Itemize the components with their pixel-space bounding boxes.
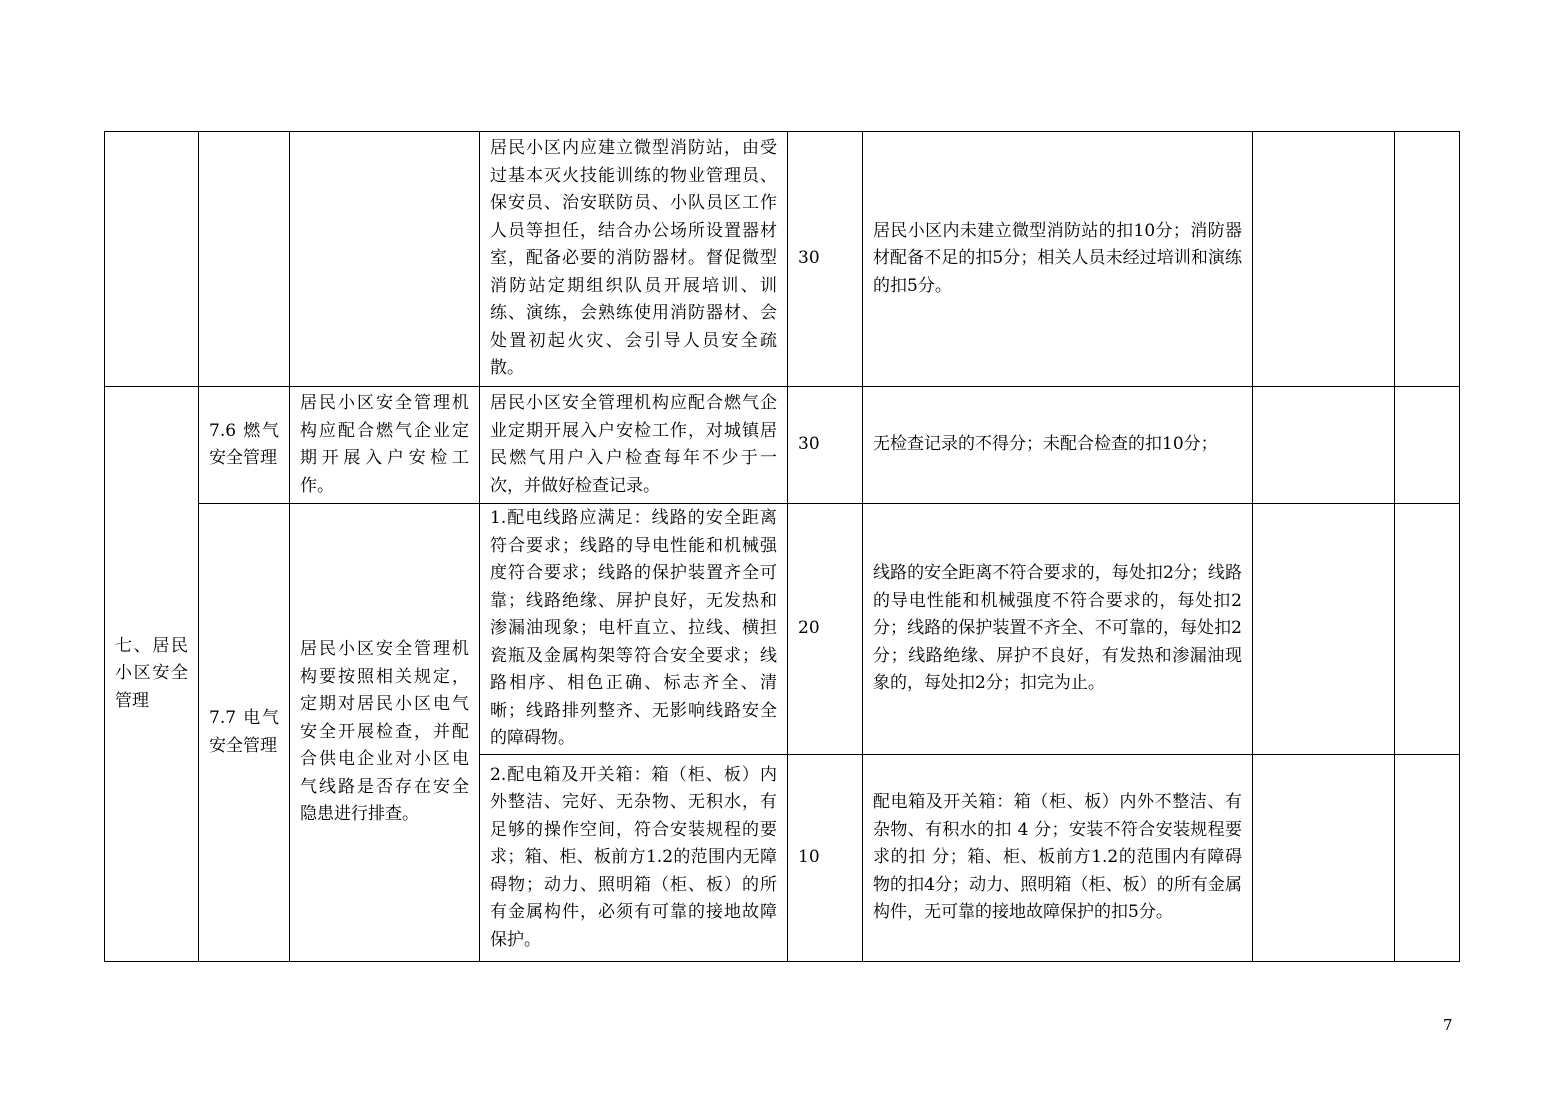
table-row bbox=[105, 504, 1460, 755]
score-cell: 30 bbox=[788, 132, 863, 387]
remark-cell bbox=[1395, 387, 1460, 504]
requirement-cell: 2.配电箱及开关箱：箱（柜、板）内外整洁、完好、无杂物、无积水，有足够的操作空间，符合安装规程的要求；箱、柜、板前方1.2的范围内无障碍物；动力、照明箱（柜、板）的所有金属构件，必须有可靠的接地故障保护。 bbox=[480, 755, 788, 962]
score-cell: 30 bbox=[788, 387, 863, 504]
item-cell: 7.7 电气安全管理 bbox=[199, 504, 290, 962]
item-cell-continued bbox=[199, 132, 290, 387]
self-assessment-cell bbox=[1253, 132, 1395, 387]
category-cell-continued bbox=[105, 132, 199, 387]
table-row bbox=[105, 387, 1460, 504]
remark-cell bbox=[1395, 132, 1460, 387]
self-assessment-cell bbox=[1253, 504, 1395, 755]
assessment-table bbox=[104, 131, 1460, 962]
criteria-cell: 配电箱及开关箱：箱（柜、板）内外不整洁、有杂物、有积水的扣 4 分；安装不符合安装规程要求的扣 分；箱、柜、板前方1.2的范围内有障碍物的扣4分；动力、照明箱（柜、板）的所有金属构件，无可靠的接地故障保护的扣5分。 bbox=[863, 755, 1253, 962]
requirement-cell: 居民小区安全管理机构应配合燃气企业定期开展入户安检工作，对城镇居民燃气用户入户检查每年不少于一次，并做好检查记录。 bbox=[480, 387, 788, 504]
self-assessment-cell bbox=[1253, 387, 1395, 504]
content-cell: 居民小区安全管理机构要按照相关规定，定期对居民小区电气安全开展检查，并配合供电企业对小区电气线路是否存在安全隐患进行排查。 bbox=[290, 504, 480, 962]
page-number: 7 bbox=[1443, 1016, 1453, 1034]
self-assessment-cell bbox=[1253, 755, 1395, 962]
content-cell: 居民小区安全管理机构应配合燃气企业定期开展入户安检工作。 bbox=[290, 387, 480, 504]
criteria-cell: 居民小区内未建立微型消防站的扣10分；消防器材配备不足的扣5分；相关人员未经过培训和演练的扣5分。 bbox=[863, 132, 1253, 387]
score-cell: 10 bbox=[788, 755, 863, 962]
table-row bbox=[105, 132, 1460, 387]
remark-cell bbox=[1395, 755, 1460, 962]
requirement-cell: 居民小区内应建立微型消防站，由受过基本灭火技能训练的物业管理员、保安员、治安联防员、小队员区工作人员等担任，结合办公场所设置器材室，配备必要的消防器材。督促微型消防站定期组织队员开展培训、训练、演练，会熟练使用消防器材、会处置初起火灾、会引导人员安全疏散。 bbox=[480, 132, 788, 387]
category-cell: 七、居民小区安全管理 bbox=[105, 387, 199, 962]
remark-cell bbox=[1395, 504, 1460, 755]
criteria-cell: 线路的安全距离不符合要求的，每处扣2分；线路的导电性能和机械强度不符合要求的，每处扣2分；线路的保护装置不齐全、不可靠的，每处扣2分；线路绝缘、屏护不良好，有发热和渗漏油现象的，每处扣2分；扣完为止。 bbox=[863, 504, 1253, 755]
content-cell-continued bbox=[290, 132, 480, 387]
score-cell: 20 bbox=[788, 504, 863, 755]
criteria-cell: 无检查记录的不得分；未配合检查的扣10分； bbox=[863, 387, 1253, 504]
item-cell: 7.6 燃气安全管理 bbox=[199, 387, 290, 504]
requirement-cell: 1.配电线路应满足：线路的安全距离符合要求；线路的导电性能和机械强度符合要求；线路的保护装置齐全可靠；线路绝缘、屏护良好，无发热和渗漏油现象；电杆直立、拉线、横担瓷瓶及金属构架等符合安全要求；线路相序、相色正确、标志齐全、清晰；线路排列整齐、无影响线路安全的障碍物。 bbox=[480, 504, 788, 755]
